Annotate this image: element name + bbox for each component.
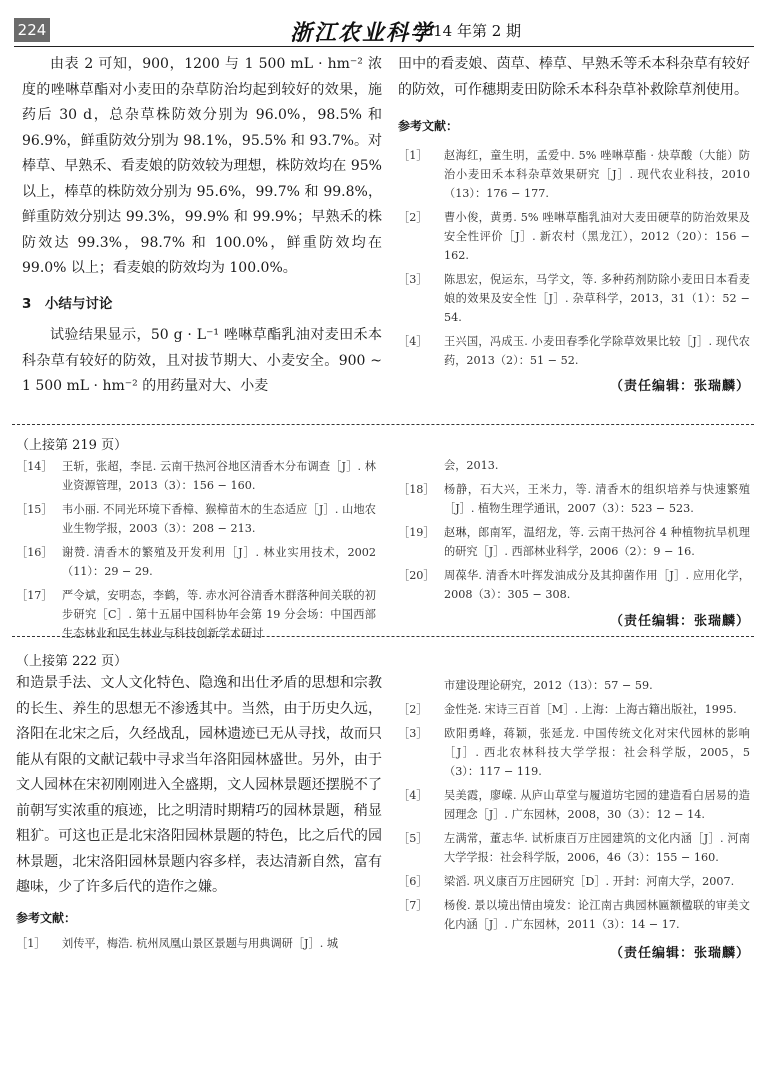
journal-title: 浙江农业科学 bbox=[290, 20, 435, 46]
references-title: 参考文献： bbox=[16, 910, 77, 925]
editor-credit: （责任编辑：张瑞麟） bbox=[609, 379, 750, 394]
reference-item: ［1］ 刘传平，梅浩. 杭州凤凰山景区景题与用典调研［J］. 城 bbox=[16, 936, 339, 950]
article1-right-column bbox=[398, 52, 750, 394]
block3-left-column bbox=[16, 650, 382, 958]
references-title: 参考文献： bbox=[398, 119, 459, 133]
references-list bbox=[398, 676, 750, 934]
page-header bbox=[14, 16, 754, 47]
reference-item: ［7］ 杨俊. 景以境出情由境发：论江南古典园林匾额楹联的审美文化内涵［J］. 广东园林，2011（3）：14 − 17. bbox=[398, 899, 750, 931]
continued-from-label: （上接第 219 页） bbox=[16, 438, 128, 453]
reference-item: ［18］ 杨静，石大兴，王米力，等. 清香木的组织培养与快速繁殖［J］. 植物生理学通讯，2007（3）：523 − 523. bbox=[398, 483, 750, 515]
conclusion-paragraph: 试验结果显示，50 g · L⁻¹ 唑啉草酯乳油对麦田禾本科杂草有较好的防效，且对拔节期大、小麦安全。900 ~ 1 500 mL · hm⁻² 的用药量对大、小麦 bbox=[22, 327, 382, 394]
block2-right-column bbox=[398, 456, 750, 629]
body-paragraph: 和造景手法、文人文化特色、隐逸和出仕矛盾的思想和宗教的长生、养生的思想无不渗透其中。当然，由于历史久远，洛阳在北宋之后，久经战乱，园林遗迹已无从寻找，故而只能从有限的文献记载中寻求当年洛阳园林盛世。另外，由于文人园林在宋初刚刚进入全盛期，文人园林景题还摆脱不了前朝写实浓重的痕迹，比之明清时期精巧的园林景题，稍显粗犷。可这也正是北宋洛阳园林景题的特色，比之后代的园林景题，北宋洛阳园林景题内容多样，表达清新自然，富有趣味，少了许多后代的造作之嫌。 bbox=[16, 675, 382, 895]
reference-item: ［20］ 周葆华. 清香木叶挥发油成分及其抑菌作用［J］. 应用化学，2008（3）：305 − 308. bbox=[398, 569, 750, 601]
reference-item: ［3］ 欧阳勇峰，蒋颖，张延龙. 中国传统文化对宋代园林的影响［J］. 西北农林科技大学学报：社会科学版，2005，5（3）：117 − 119. bbox=[398, 727, 750, 778]
reference-item: ［3］ 陈思宏，倪运东，马学文，等. 多种药剂防除小麦田日本看麦娘的效果及安全性［J］. 杂草科学，2013，31（1）：52 − 54. bbox=[398, 273, 750, 324]
reference-item: ［1］ 赵海红，童生明，孟爱中. 5% 唑啉草酯 · 炔草酸（大能）防治小麦田禾本科杂草效果研究［J］. 现代农业科技，2010（13）：176 − 177. bbox=[398, 149, 750, 200]
results-paragraph: 由表 2 可知，900，1200 与 1 500 mL · hm⁻² 浓度的唑啉草酯对小麦田的杂草防治均起到较好的效果，施药后 30 d，总杂草株防效分别为 96.0%，98.5% 和 96.9%，鲜重防效分别为 98.1%，95.5% 和 93.7%。对棒草、早熟禾、看麦娘的防效较为理想，株防效均在 95% 以上，棒草的株防效分别为 95.6%，99.7% 和 99.8%，鲜重防效分别达 99.3%，99.9% 和 99.9%；早熟禾的株防效达 99.3%，98.7% 和 100.0%，鲜重防效均在 99.0% 以上；看麦娘的防效均为 100.0%。 bbox=[22, 56, 382, 276]
reference-item: ［16］ 谢赞. 清香木的繁殖及开发利用［J］. 林业实用技术，2002（11）：29 − 29. bbox=[16, 546, 376, 578]
references-list bbox=[16, 457, 376, 643]
references-list bbox=[398, 456, 750, 604]
block3-right-column bbox=[398, 676, 750, 961]
section-divider bbox=[12, 424, 754, 425]
reference-item: ［4］ 吴美霞，廖嵘. 从庐山草堂与履道坊宅园的建造看白居易的造园理念［J］. 广东园林，2008，30（3）：12 − 14. bbox=[398, 789, 750, 821]
reference-continued: 会，2013. bbox=[444, 459, 499, 472]
reference-item: ［6］ 梁滔. 巩义康百万庄园研究［D］. 开封：河南大学，2007. bbox=[398, 875, 735, 888]
issue-label: 2014 年第 2 期 bbox=[414, 22, 522, 40]
reference-item: ［15］ 韦小丽. 不同光环境下香樟、猴樟苗木的生态适应［J］. 山地农业生物学报，2003（3）：208 − 213. bbox=[16, 503, 376, 535]
reference-item: ［5］ 左满常，董志华. 试析康百万庄园建筑的文化内涵［J］. 河南大学学报：社会科学版，2006，46（3）：155 − 160. bbox=[398, 832, 750, 864]
section-title: 3 小结与讨论 bbox=[22, 295, 113, 312]
references-list bbox=[398, 146, 750, 370]
reference-item: ［2］ 曹小俊，黄勇. 5% 唑啉草酯乳油对大麦田硬草的防治效果及安全性评价［J］. 新农村（黑龙江），2012（20）：156 − 162. bbox=[398, 211, 750, 262]
block2-left-column bbox=[16, 434, 376, 648]
reference-item: ［17］ 严令斌，安明态，李鹤，等. 赤水河谷清香木群落种间关联的初步研究［C］. 第十五届中国科协年会第 19 分会场：中国西部生态林业和民生林业与科技创新学术研讨 bbox=[16, 589, 376, 640]
reference-item: ［19］ 赵琳，郎南军，温绍龙，等. 云南干热河谷 4 种植物抗旱机理的研究［J］. 西部林业科学，2006（2）：9 − 16. bbox=[398, 526, 750, 558]
editor-credit: （责任编辑：张瑞麟） bbox=[609, 946, 750, 961]
reference-continued: 市建设理论研究，2012（13）：57 − 59. bbox=[444, 679, 653, 692]
section-divider bbox=[12, 636, 754, 637]
continued-from-label: （上接第 222 页） bbox=[16, 654, 128, 669]
editor-credit: （责任编辑：张瑞麟） bbox=[609, 614, 750, 629]
reference-item: ［2］ 金性尧. 宋诗三百首［M］. 上海：上海古籍出版社，1995. bbox=[398, 703, 737, 716]
conclusion-continued: 田中的看麦娘、茵草、棒草、早熟禾等禾本科杂草有较好的防效，可作穗期麦田防除禾本科杂草补救除草剂使用。 bbox=[398, 56, 750, 98]
page-number: 224 bbox=[14, 18, 50, 42]
article1-left-column bbox=[22, 52, 382, 400]
reference-item: ［4］ 王兴国，冯成玉. 小麦田春季化学除草效果比较［J］. 现代农药，2013（2）：51 − 52. bbox=[398, 335, 750, 367]
references-list bbox=[16, 934, 382, 953]
reference-item: ［14］ 王斩，张超，李昆. 云南干热河谷地区清香木分布调查［J］. 林业资源管理，2013（3）：156 − 160. bbox=[16, 460, 376, 492]
